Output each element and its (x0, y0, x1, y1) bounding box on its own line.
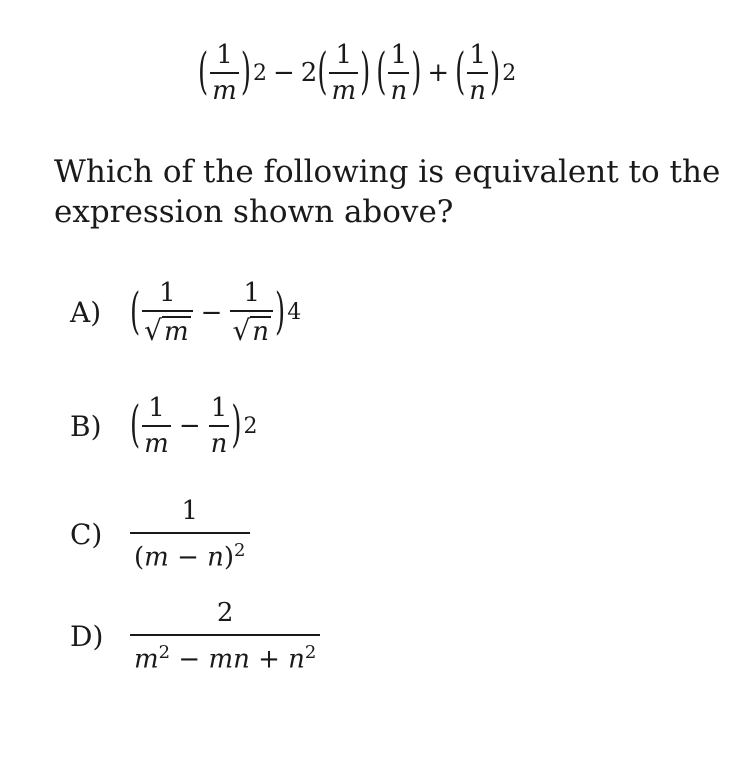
plus-sign: + (258, 644, 280, 675)
fraction-bar (130, 532, 250, 534)
variable-m: m (144, 542, 169, 573)
fraction-1-over-m (329, 42, 358, 104)
fraction-1-over-m (142, 395, 171, 457)
numerator: 1 (243, 278, 261, 308)
variable-n: n (207, 542, 224, 573)
square-root (144, 316, 191, 345)
denominator: n (210, 429, 228, 459)
denominator (130, 542, 250, 571)
close-paren: ) (275, 284, 286, 341)
numerator: 1 (390, 40, 408, 70)
numerator: 1 (148, 393, 165, 423)
fraction-1-over-m-minus-n-squared (130, 498, 250, 571)
numerator: 2 (216, 598, 234, 628)
fraction-bar (210, 72, 239, 74)
denominator: m (144, 429, 169, 459)
coefficient: 2 (300, 58, 318, 88)
minus-sign: − (272, 58, 295, 88)
fraction-bar (130, 634, 320, 636)
denominator (142, 316, 193, 345)
fraction-1-over-m (210, 42, 239, 104)
denominator (130, 644, 320, 673)
variable-n: n (288, 644, 305, 675)
open-paren: ( (455, 44, 466, 102)
denominator: m (212, 76, 237, 106)
fraction-1-over-n (467, 42, 488, 104)
close-paren: ) (411, 44, 422, 102)
fraction-1-over-n (388, 42, 409, 104)
fraction-bar (467, 72, 488, 74)
open-paren: ( (198, 44, 209, 102)
close-paren: ) (490, 44, 501, 102)
choice-c-expression (130, 498, 250, 571)
fraction-2-over-polynomial (130, 600, 320, 673)
fraction-bar (388, 72, 409, 74)
close-paren: ) (223, 542, 235, 573)
choice-b[interactable] (70, 395, 258, 457)
denominator (230, 316, 273, 345)
open-paren: ( (134, 542, 145, 573)
choice-a-expression (130, 280, 301, 345)
radical-sign: √ (144, 314, 162, 347)
square-root (232, 316, 271, 345)
numerator: 1 (181, 496, 199, 526)
choice-label: A) (70, 296, 102, 329)
close-paren: ) (240, 44, 251, 102)
exponent: 2 (502, 60, 517, 86)
fraction-1-over-sqrt-m (142, 280, 193, 345)
choice-d-expression (130, 600, 320, 673)
exponent: 2 (252, 60, 267, 86)
exponent: 4 (287, 300, 302, 325)
exponent: 2 (234, 540, 246, 561)
exponent: 2 (304, 642, 317, 663)
numerator: 1 (335, 40, 353, 70)
open-paren: ( (130, 397, 141, 455)
term-mn: mn (208, 644, 250, 675)
fraction-1-over-n (209, 395, 230, 457)
given-expression (198, 42, 516, 104)
denominator: n (469, 76, 487, 106)
open-paren: ( (376, 44, 387, 102)
close-paren: ) (231, 397, 242, 455)
minus-sign: − (177, 542, 199, 573)
fraction-bar (230, 310, 273, 312)
choice-d[interactable] (70, 600, 320, 673)
minus-sign: − (178, 644, 201, 675)
numerator: 1 (216, 40, 233, 70)
question-text: Which of the following is equivalent to the expression shown above? (54, 154, 721, 230)
numerator: 1 (469, 40, 486, 70)
numerator: 1 (159, 278, 176, 308)
minus-sign: − (200, 297, 223, 328)
open-paren: ( (317, 44, 328, 102)
denominator: n (390, 76, 408, 106)
open-paren: ( (130, 284, 141, 341)
exponent: 2 (243, 413, 258, 439)
fraction-1-over-sqrt-n (230, 280, 273, 345)
fraction-bar (142, 425, 171, 427)
denominator: m (331, 76, 357, 106)
choice-label: B) (70, 409, 102, 443)
variable-m: m (134, 644, 159, 675)
choice-a[interactable] (70, 280, 301, 345)
fraction-bar (142, 310, 193, 312)
close-paren: ) (360, 44, 371, 102)
fraction-bar (329, 72, 358, 74)
radical-sign: √ (232, 314, 251, 347)
plus-sign: + (427, 58, 450, 88)
minus-sign: − (178, 411, 201, 441)
choice-c[interactable] (70, 498, 250, 571)
exponent: 2 (158, 642, 171, 663)
radicand: m (164, 317, 189, 347)
radicand: n (252, 317, 270, 347)
numerator: 1 (210, 393, 228, 423)
choice-label: C) (70, 517, 103, 551)
choice-b-expression (130, 395, 258, 457)
fraction-bar (209, 425, 230, 427)
choice-label: D) (70, 619, 104, 653)
